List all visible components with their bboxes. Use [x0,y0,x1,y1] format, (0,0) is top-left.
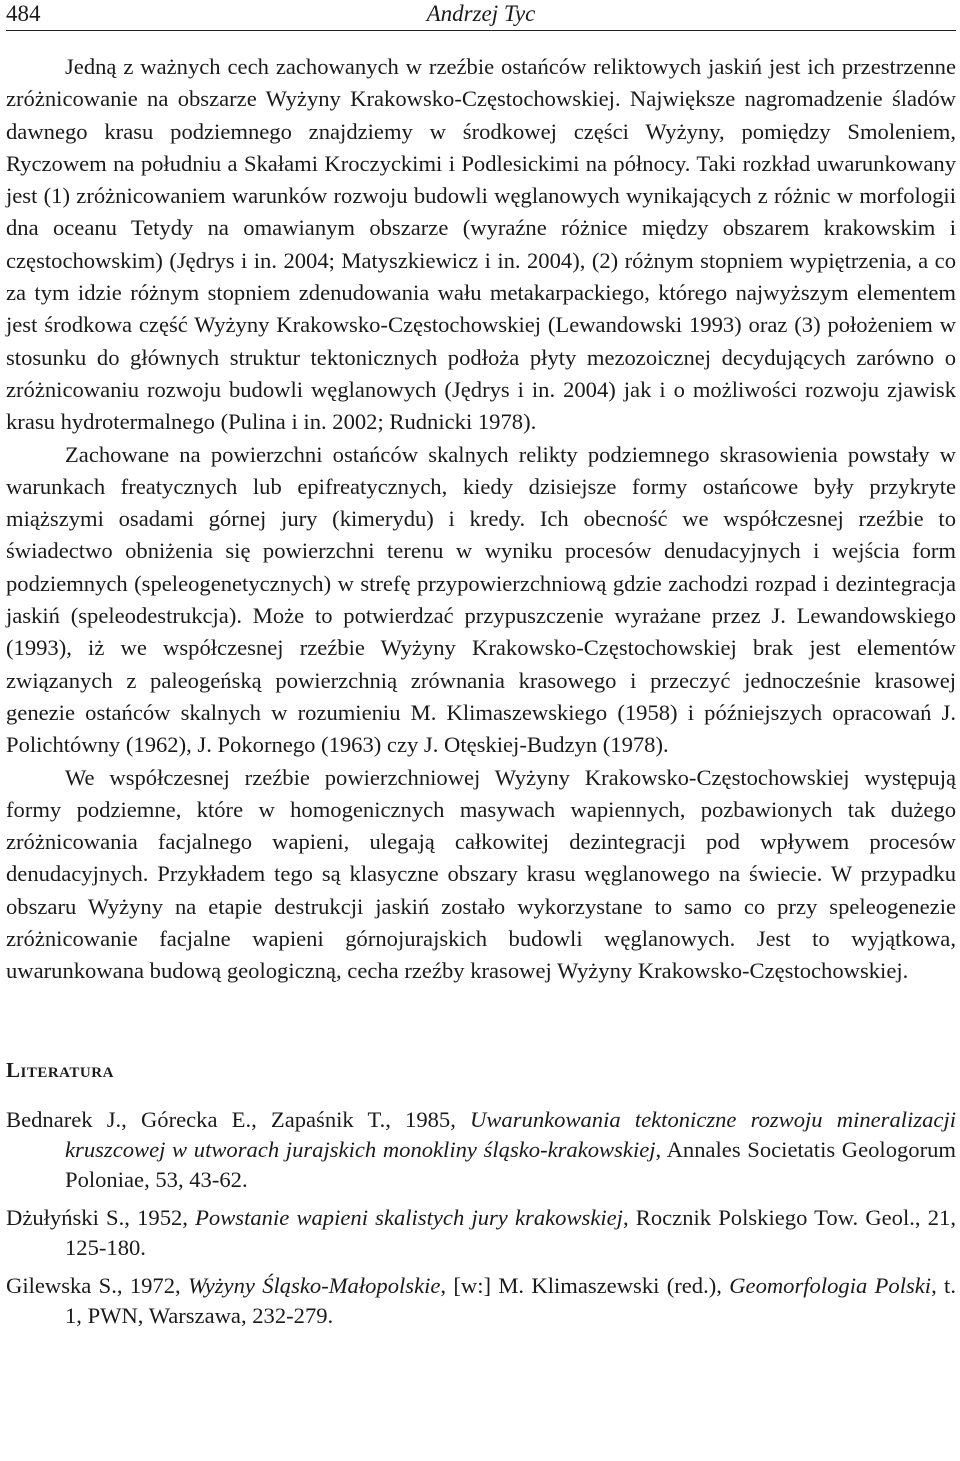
reference-source: , Rocznik Polskiego Tow. Geol., 21, 125-180. [65,1204,956,1260]
section-heading-literature: Literatura [6,1057,114,1082]
body-text [6,51,956,988]
paragraph: Jedną z ważnych cech zachowanych w rzeźbie ostańców reliktowych jaskiń jest ich przestrzenne zróżnicowanie na obszarze Wyżyny Krakowsko-Częstochowskiej. Największe nagromadzenie śladów dawnego krasu podziemnego znajdziemy w środkowej części Wyżyny, pomiędzy Smoleniem, Ryczowem na południu a Skałami Kroczyckimi i Podlesickimi na północy. Taki rozkład uwarunkowany jest (1) zróżnicowaniem warunków rozwoju budowli węglanowych wynikających z różnic w morfologii dna oceanu Tetydy na omawianym obszarze (wyraźne różnice między obszarem krakowskim i częstochowskim) (Jędrys i in. 2004; Matyszkiewicz i in. 2004), (2) różnym stopniem wypiętrzenia, a co za tym idzie różnym stopniem zdenudowania wału metakarpackiego, którego najwyższym elementem jest środkowa część Wyżyny Krakowsko-Częstochowskiej (Lewandowski 1993) oraz (3) położeniem w stosunku do głównych struktur tektonicznych podłoża płyty mezozoicznej decydujących zarówno o zróżnicowaniu rozwoju budowli węglanowych (Jędrys i in. 2004) jak i o możliwości rozwoju zjawisk krasu hydrotermalnego (Pulina i in. 2002; Rudnicki 1978). [6,54,956,435]
reference-title: Powstanie wapieni skalistych jury krakowskiej [195,1204,623,1230]
reference-title: Uwarunkowania tektoniczne rozwoju mineralizacji kruszcowej w utworach jurajskich monokliny śląsko-krakowskiej [65,1106,956,1162]
reference-book-title: Geomorfologia Polski [729,1272,932,1298]
reference-source: , t. 1, PWN, Warszawa, 232-279. [65,1272,956,1328]
paragraph: We współczesnej rzeźbie powierzchniowej Wyżyny Krakowsko-Częstochowskiej występują formy podziemne, które w homogenicznych masywach wapiennych, pozbawionych tak dużego zróżnicowania facjalnego wapieni, ulegają całkowitej dezintegracji pod wpływem procesów denudacyjnych. Przykładem tego są klasyczne obszary krasu węglanowego na świecie. W przypadku obszaru Wyżyny na etapie destrukcji jaskiń zostało wykorzystane to samo co przy speleogenezie zróżnicowanie facjalne wapieni górnojurajskich budowli węglanowych. Jest to wyjątkowa, uwarunkowana budową geologiczną, cecha rzeźby krasowej Wyżyny Krakowsko-Częstochowskiej. [6,764,956,984]
reference-list [6,1105,956,1331]
page-number: 484 [6,1,41,26]
page-header [6,0,956,31]
reference-title: Wyżyny Śląsko-Małopolskie [187,1272,441,1298]
reference-authors: Dżułyński S., 1952, [6,1204,196,1230]
reference-editor: , [w:] M. Klimaszewski (red.), [440,1272,730,1298]
reference-authors: Gilewska S., 1972, [6,1272,188,1298]
reference-item [6,1105,956,1195]
paragraph: Zachowane na powierzchni ostańców skalnych relikty podziemnego skrasowienia powstały w warunkach freatycznych lub epifreatycznych, kiedy dzisiejsze formy ostańcowe były przykryte miąższymi osadami górnej jury (kimerydu) i kredy. Ich obecność we współczesnej rzeźbie to świadectwo obniżenia się powierzchni terenu w wyniku procesów denudacyjnych i wejścia form podziemnych (speleogenetycznych) w strefę przypowierzchniową gdzie zachodzi rozpad i dezintegracja jaskiń (speleodestrukcja). Może to potwierdzać przypuszczenie wyrażane przez J. Lewandowskiego (1993), iż we współczesnej rzeźbie Wyżyny Krakowsko-Częstochowskiej brak jest elementów związanych z paleogeńską powierzchnią zrównania krasowego i przeczyć jednocześnie krasowej genezie ostańców skalnych w rozumieniu M. Klimaszewskiego (1958) i późniejszych opracowań J. Polichtówny (1962), J. Pokornego (1963) czy J. Otęskiej-Budzyn (1978). [6,441,956,758]
reference-authors: Bednarek J., Górecka E., Zapaśnik T., 1985, [6,1106,471,1132]
document-page [6,0,956,1339]
reference-item [6,1271,956,1331]
running-head-author: Andrzej Tyc [426,1,536,26]
reference-item [6,1203,956,1263]
reference-source: , Annales Societatis Geologorum Poloniae, 53, 43-62. [65,1136,956,1192]
